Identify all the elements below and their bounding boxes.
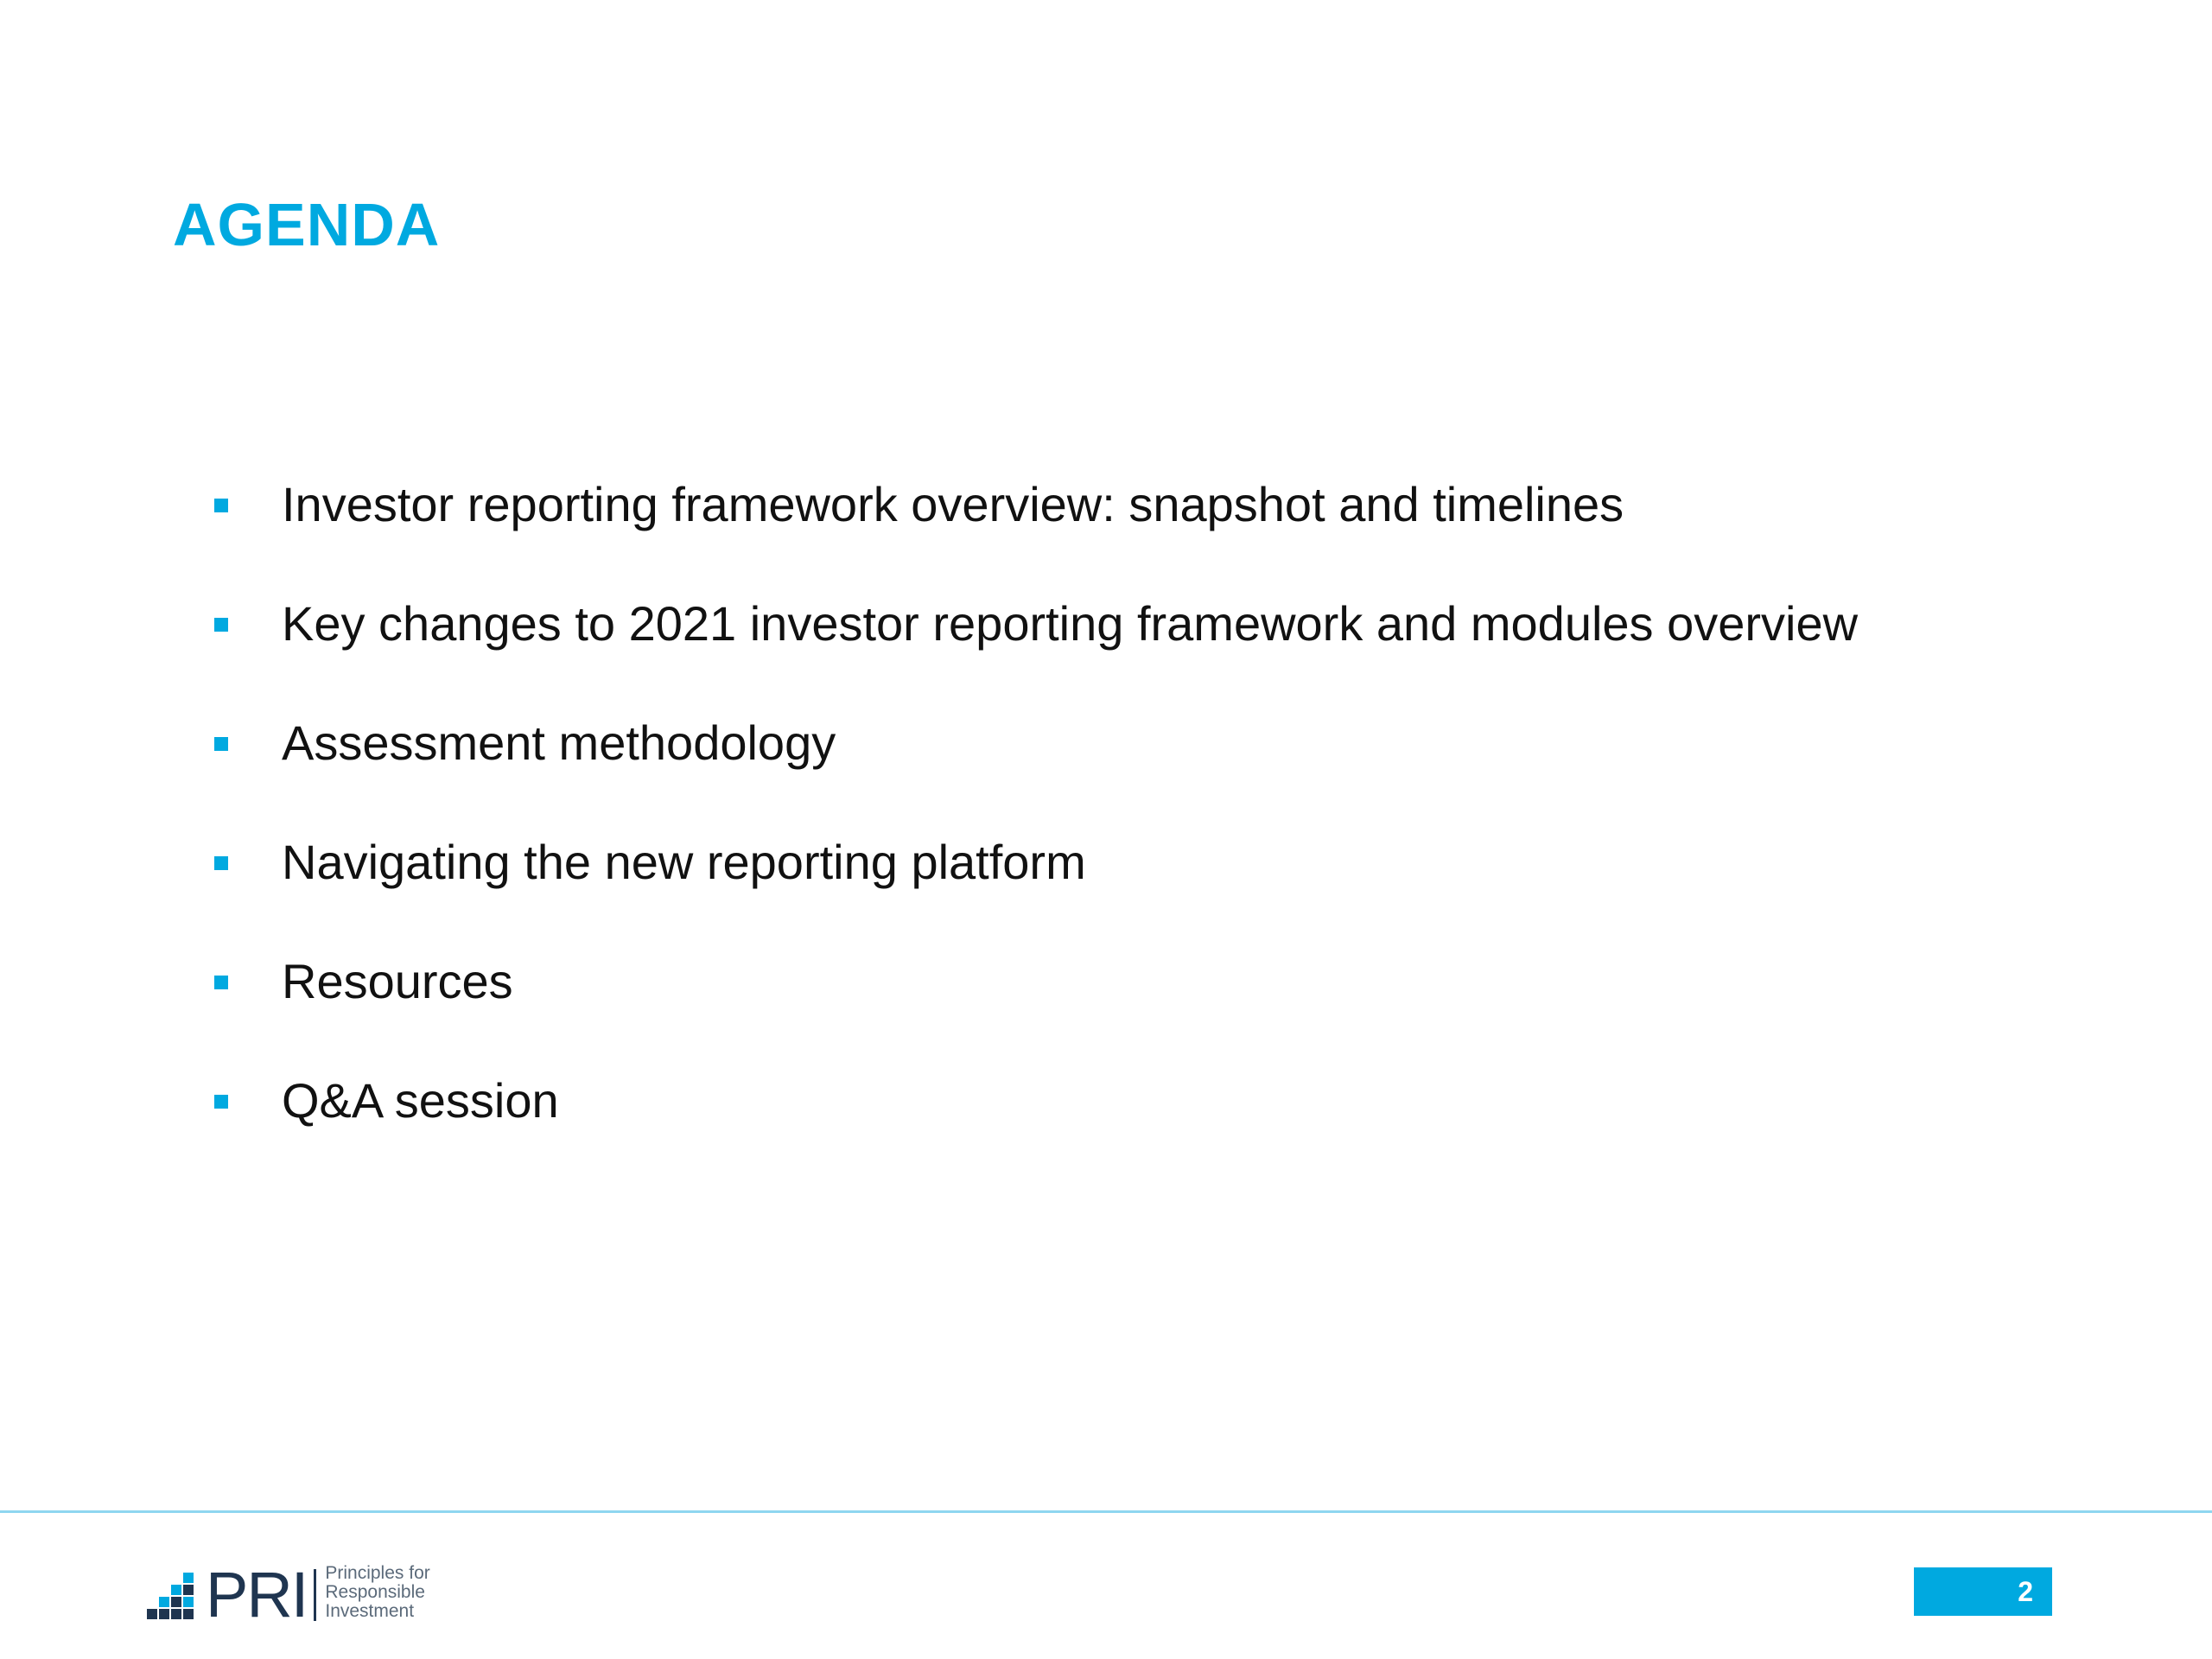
agenda-item-label: Navigating the new reporting platform (282, 835, 1086, 889)
square-bullet-icon (214, 976, 228, 989)
square-bullet-icon (214, 856, 228, 870)
agenda-item-label: Q&A session (282, 1073, 559, 1128)
logo-tagline-line: Investment (325, 1601, 415, 1621)
logo-wordmark: PRI (206, 1559, 308, 1630)
square-bullet-icon (214, 1095, 228, 1109)
pri-logo-mark-icon (147, 1569, 199, 1621)
agenda-item-label: Resources (282, 954, 513, 1008)
logo-tagline (325, 1564, 429, 1621)
logo-separator (314, 1569, 316, 1621)
agenda-item-label: Assessment methodology (282, 715, 836, 770)
square-bullet-icon (214, 737, 228, 751)
logo-tagline-line: Principles for (325, 1563, 430, 1583)
page-title: AGENDA (173, 191, 441, 258)
square-bullet-icon (214, 618, 228, 632)
footer-divider (0, 1510, 2212, 1513)
page-number: 2 (2018, 1576, 2033, 1607)
agenda-item-label: Key changes to 2021 investor reporting framework and modules overview (282, 596, 1859, 651)
page-number-badge (1914, 1567, 2052, 1616)
agenda-item-label: Investor reporting framework overview: snapshot and timelines (282, 477, 1624, 531)
square-bullet-icon (214, 499, 228, 512)
pri-logo (147, 1559, 430, 1630)
logo-tagline-line: Responsible (325, 1582, 425, 1602)
